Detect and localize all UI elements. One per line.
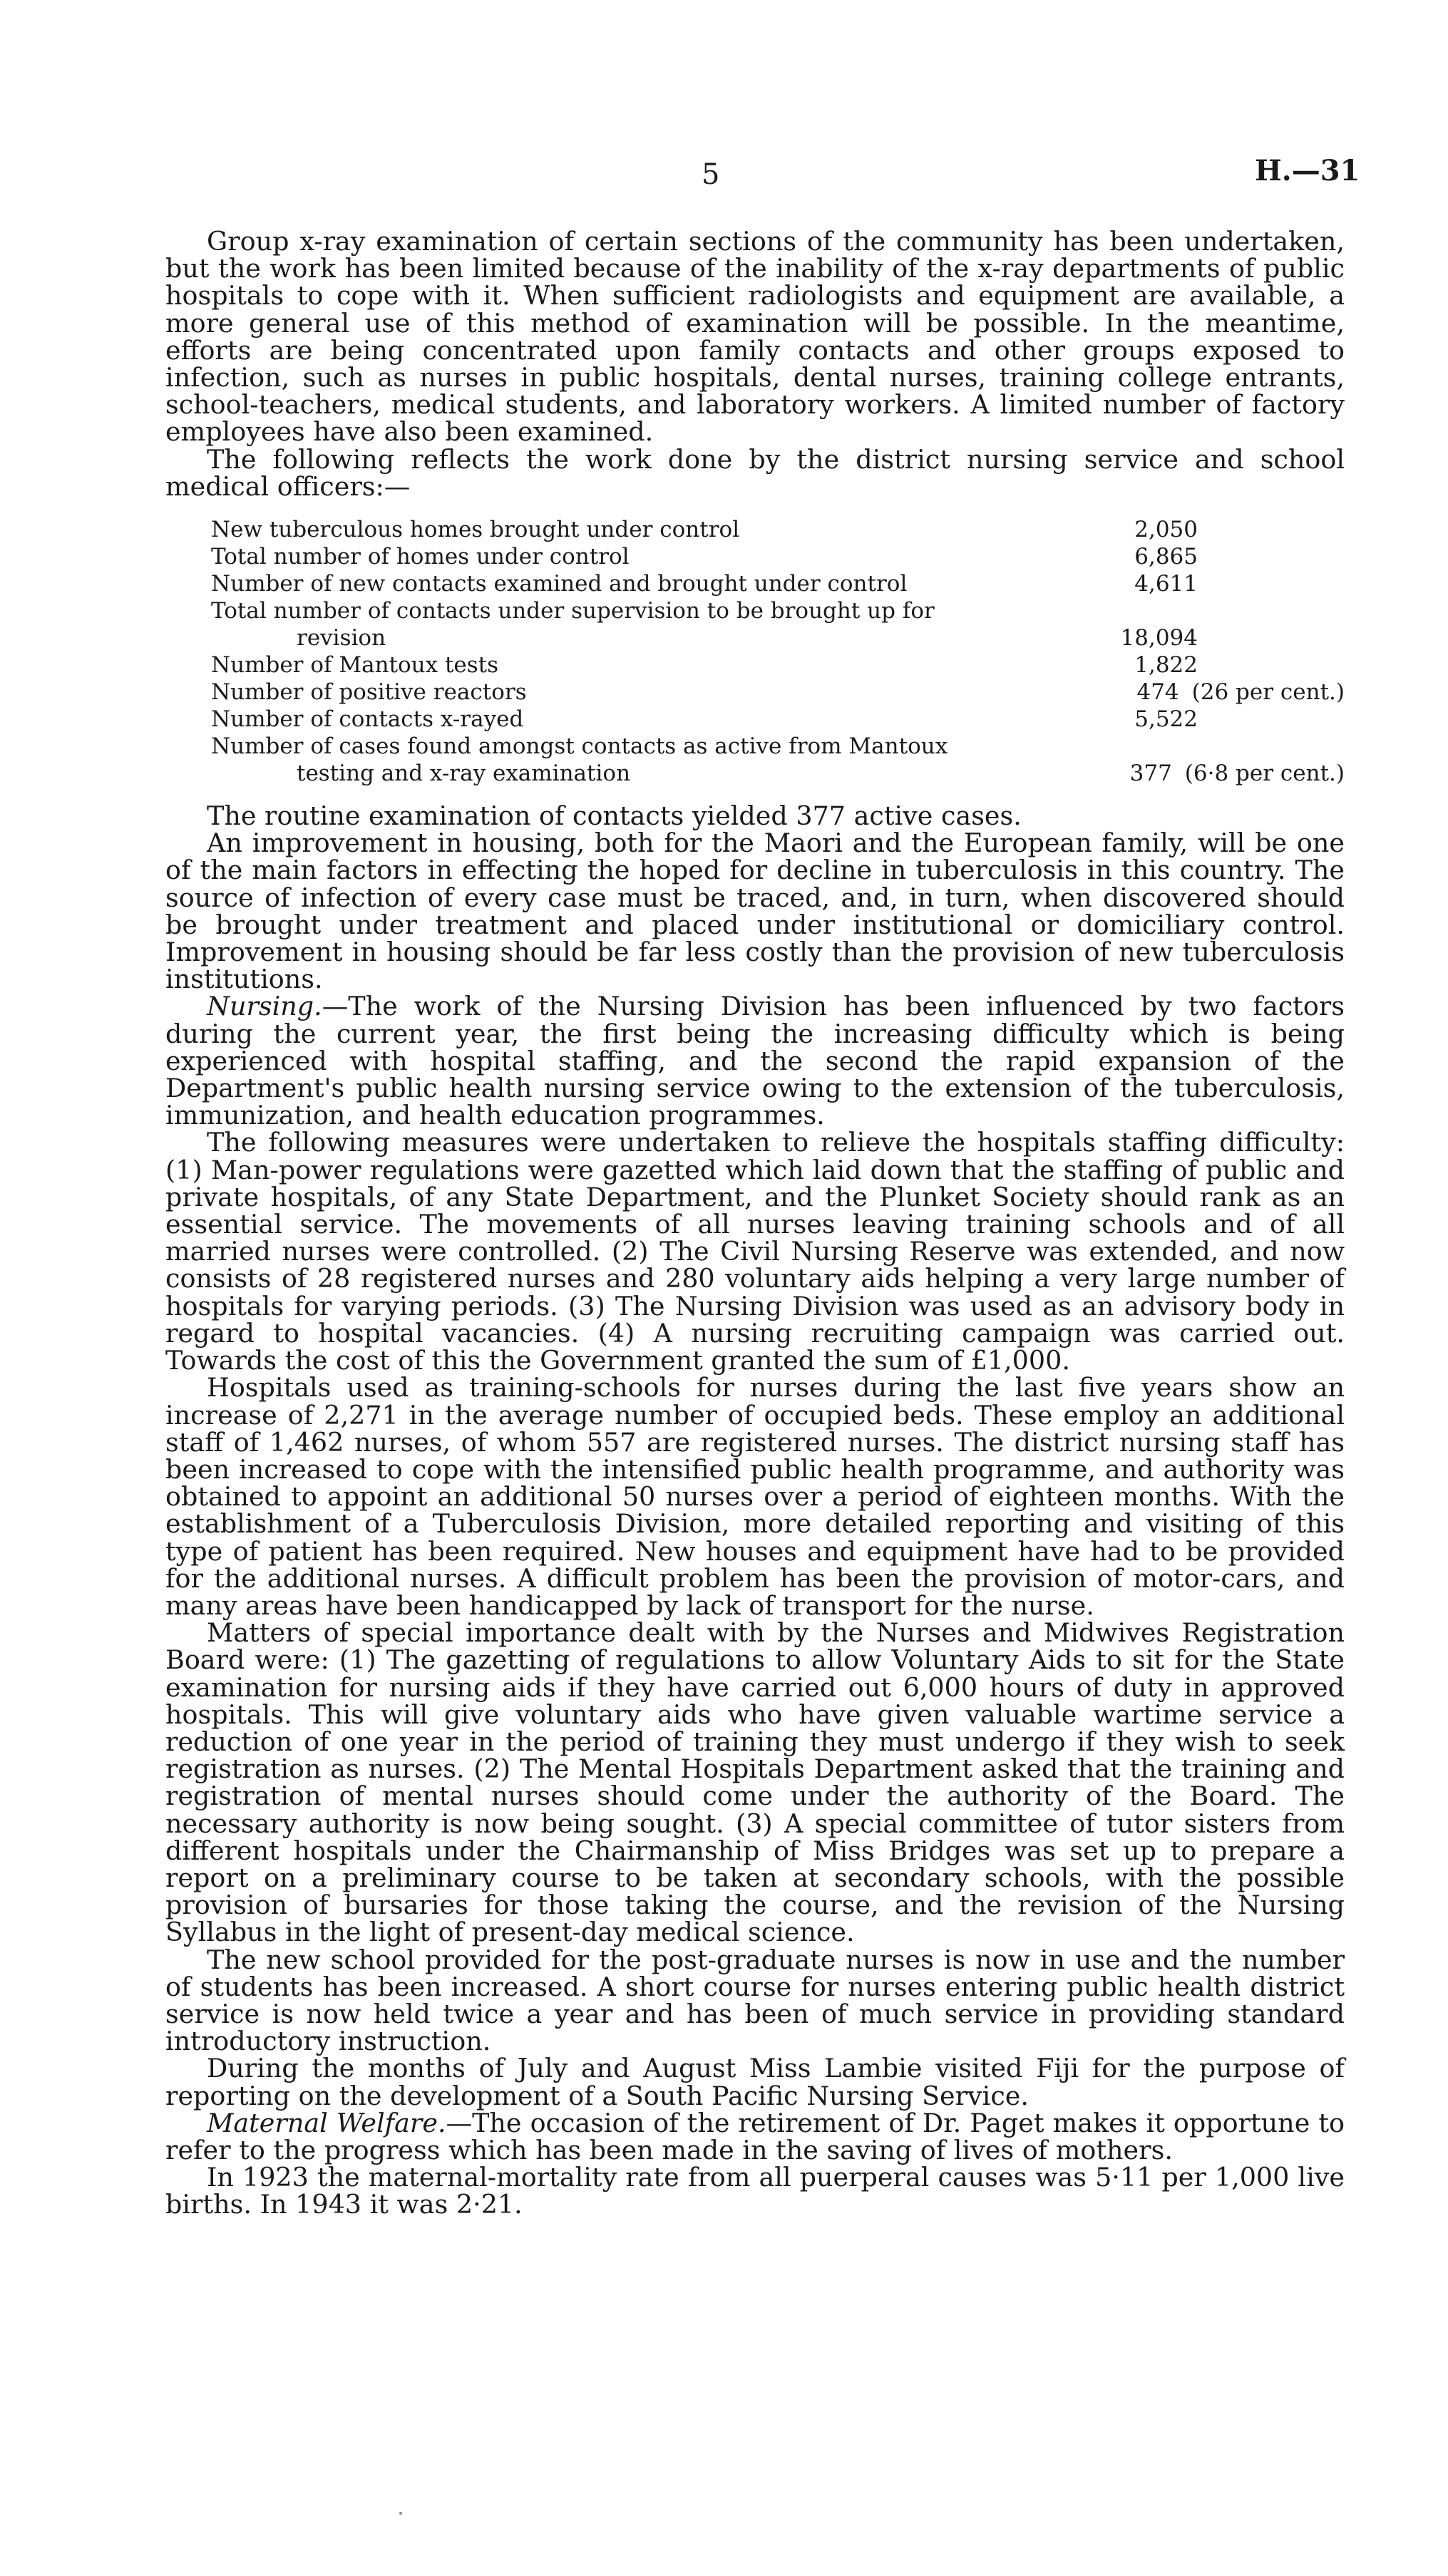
stat-label: Number of contacts x-rayed bbox=[211, 706, 524, 733]
stat-value: 5,522 bbox=[1134, 706, 1198, 733]
stat-value: 18,094 bbox=[1120, 625, 1198, 651]
stat-row bbox=[211, 651, 1345, 679]
section-heading-nursing: Nursing. bbox=[207, 991, 322, 1022]
stat-label: Total number of homes under control bbox=[211, 544, 630, 570]
paragraph-text: —The occasion of the retirement of Dr. Paget makes it opportune to refer to the progress which has been made in the saving of lives of mothers. bbox=[165, 2107, 1345, 2165]
stat-label-continuation: revision bbox=[297, 625, 386, 651]
stat-label bbox=[211, 733, 1055, 787]
paragraph-text: —The work of the Nursing Division has been influenced by two factors during the current year, the first being the increasing difficulty which is being experienced with hospital staffing, and the second the rapid expansion of the Department's public health nursing service owing to the extension of the tuberculosis, immunization, and health education programmes. bbox=[165, 991, 1345, 1131]
statistics-list bbox=[211, 516, 1345, 787]
stat-row bbox=[211, 733, 1345, 787]
paragraph: The following reflects the work done by the district nursing service and school medical officers:— bbox=[165, 443, 1345, 502]
paragraph: Group x-ray examination of certain sections of the community has been undertaken, but the work has been limited because of the inability of the x-ray departments of public hospitals to cope with it. When sufficient radiologists and equipment are available, a more general use of this method of examination will be possible. In the meantime, efforts are being concentrated upon family contacts and other groups exposed to infection, such as nurses in public hospitals, dental nurses, training college entrants, school-teachers, medical students, and laboratory workers. A limited number of factory employees have also been examined. bbox=[165, 226, 1345, 448]
stat-label bbox=[211, 597, 1078, 651]
stat-row bbox=[211, 516, 1345, 543]
page-mark bbox=[399, 2512, 402, 2515]
stat-label: Number of Mantoux tests bbox=[211, 652, 499, 679]
stat-note: (26 per cent.) bbox=[1191, 679, 1345, 706]
stat-value: 1,822 bbox=[1134, 652, 1198, 679]
stat-value: 377 bbox=[1129, 761, 1172, 787]
stat-label: New tuberculous homes brought under control bbox=[211, 517, 740, 543]
stat-value: 6,865 bbox=[1134, 544, 1198, 570]
paragraph: The routine examination of contacts yielded 377 active cases. bbox=[207, 800, 1022, 832]
paragraph: Matters of special importance dealt with by the Nurses and Midwives Registration Board were: (1) The gazetting of regulations to allow Voluntary Aids to sit for the State examination for nursing aids if they have carried out 6,000 hours of duty in approved hospitals. This will give voluntary aids who have given valuable wartime service a reduction of one year in the period of training they must undergo if they wish to seek registration as nurses. (2) The Mental Hospitals Department asked that the training and registration of mental nurses should come under the authority of the Board. The necessary authority is now being sought. (3) A special committee of tutor sisters from different hospitals under the Chairmanship of Miss Bridges was set up to prepare a report on a preliminary course to be taken at secondary schools, with the possible provision of bursaries for those taking the course, and the revision of the Nursing Syllabus in the light of present-day medical science. bbox=[165, 1617, 1345, 1948]
stat-label-line: Total number of contacts under supervision to be brought up for bbox=[211, 598, 935, 624]
stat-label: Number of positive reactors bbox=[211, 679, 527, 706]
stat-row bbox=[211, 706, 1345, 733]
stat-row bbox=[211, 597, 1345, 651]
paragraph: An improvement in housing, both for the Maori and the European family, will be one of the main factors in effecting the hoped for decline in tuberculosis in this country. The source of infection of every case must be traced, and, in turn, when discovered should be brought under treatment and placed under institutional or domiciliary control. Improvement in housing should be far less costly than the provision of new tuberculosis institutions. bbox=[165, 828, 1345, 995]
paragraph: During the months of July and August Miss Lambie visited Fiji for the purpose of reporting on the development of a South Pacific Nursing Service. bbox=[165, 2053, 1345, 2111]
paragraph: The following measures were undertaken to relieve the hospitals staffing difficulty: (1) Man-power regulations were gazetted which laid down that the staffing of public and private hospitals, of any State Department, and the Plunket Society should rank as an essential service. The movements of all nurses leaving training schools and of all married nurses were controlled. (2) The Civil Nursing Reserve was extended, and now consists of 28 registered nurses and 280 voluntary aids helping a very large number of hospitals for varying periods. (3) The Nursing Division was used as an advisory body in regard to hospital vacancies. (4) A nursing recruiting campaign was carried out. Towards the cost of this the Government granted the sum of £1,000. bbox=[165, 1127, 1345, 1376]
paragraph bbox=[165, 2107, 1345, 2165]
stat-note: (6·8 per cent.) bbox=[1184, 761, 1345, 787]
stat-value: 474 bbox=[1136, 679, 1179, 706]
stat-value: 2,050 bbox=[1134, 517, 1198, 543]
paragraph: The new school provided for the post-graduate nurses is now in use and the number of students has been increased. A short course for nurses entering public health district service is now held twice a year and has been of much service in providing standard introductory instruction. bbox=[165, 1944, 1345, 2057]
paragraph: Hospitals used as training-schools for nurses during the last five years show an increase of 2,271 in the average number of occupied beds. These employ an additional staff of 1,462 nurses, of whom 557 are registered nurses. The district nursing staff has been increased to cope with the intensified public health programme, and authority was obtained to appoint an additional 50 nurses over a period of eighteen months. With the establishment of a Tuberculosis Division, more detailed reporting and visiting of this type of patient has been required. New houses and equipment have had to be provided for the additional nurses. A difficult problem has been the provision of motor-cars, and many areas have been handicapped by lack of transport for the nurse. bbox=[165, 1372, 1345, 1621]
stat-label-continuation: testing and x-ray examination bbox=[297, 761, 631, 787]
paragraph: In 1923 the maternal-mortality rate from all puerperal causes was 5·11 per 1,000 live births. In 1943 it was 2·21. bbox=[165, 2162, 1345, 2220]
paragraph bbox=[165, 993, 1345, 1129]
stat-row bbox=[211, 570, 1345, 597]
stat-label: Number of new contacts examined and brought under control bbox=[211, 571, 908, 597]
page-number: 5 bbox=[702, 158, 720, 191]
body-text bbox=[165, 228, 1345, 2219]
section-heading-maternal-welfare: Maternal Welfare. bbox=[207, 2107, 446, 2138]
stat-row bbox=[211, 679, 1345, 706]
stat-value: 4,611 bbox=[1134, 571, 1198, 597]
stat-row bbox=[211, 543, 1345, 570]
stat-label-line: Number of cases found amongst contacts as active from Mantoux bbox=[211, 733, 948, 760]
document-reference: H.—31 bbox=[1255, 154, 1360, 187]
